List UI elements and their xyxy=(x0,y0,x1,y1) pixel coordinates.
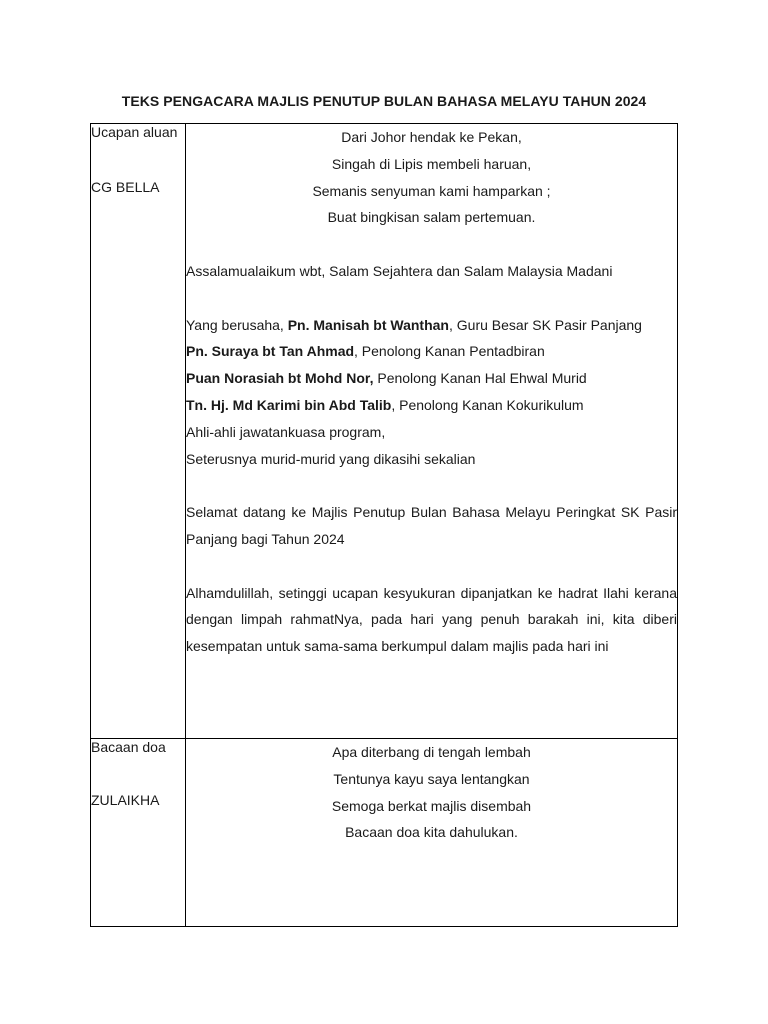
guest-line: Puan Norasiah bt Mohd Nor, Penolong Kanan Hal Ehwal Murid xyxy=(186,370,587,387)
speaker-name: ZULAIKHA xyxy=(91,792,160,808)
guest-line: Yang berusaha, Pn. Manisah bt Wanthan, Guru Besar SK Pasir Panjang xyxy=(186,316,642,333)
script-cell xyxy=(186,739,678,927)
guest-name: Pn. Suraya bt Tan Ahmad xyxy=(186,343,355,360)
pantun-line: Bacaan doa kita dahulukan. xyxy=(345,824,518,841)
table-row-welcome-speech xyxy=(91,124,678,739)
guest-name: Puan Norasiah bt Mohd Nor, xyxy=(186,370,374,387)
pantun-line: Semoga berkat majlis disembah xyxy=(331,797,532,814)
script-cell xyxy=(186,124,678,739)
table-row-prayer xyxy=(91,739,678,927)
pantun-line: Semanis senyuman kami hamparkan ; xyxy=(312,182,551,199)
gratitude-paragraph: Alhamdulillah, setinggi ucapan kesyukuran dipanjatkan ke hadrat Ilahi kerana dengan limpah rahmatNya, pada hari yang penuh barakah ini, kita diberi kesempatan untuk sama-sama berkumpul dalam majlis pada hari ini xyxy=(186,584,677,655)
pantun-line: Tentunya kayu saya lentangkan xyxy=(333,770,530,787)
pantun-line: Buat bingkisan salam pertemuan. xyxy=(327,209,536,226)
guest-line: Tn. Hj. Md Karimi bin Abd Talib, Penolong Kanan Kokurikulum xyxy=(186,396,584,413)
pantun-line: Singah di Lipis membeli haruan, xyxy=(331,155,532,172)
greeting-line: Assalamualaikum wbt, Salam Sejahtera dan Salam Malaysia Madani xyxy=(186,262,613,279)
speaker-cell xyxy=(91,124,186,739)
document-title: TEKS PENGACARA MAJLIS PENUTUP BULAN BAHASA MELAYU TAHUN 2024 xyxy=(121,93,647,109)
opening-pantun xyxy=(186,124,677,231)
welcome-paragraph: Selamat datang ke Majlis Penutup Bulan Bahasa Melayu Peringkat SK Pasir Panjang bagi Tahun 2024 xyxy=(186,504,677,547)
script-table xyxy=(90,123,678,927)
guest-line: Pn. Suraya bt Tan Ahmad, Penolong Kanan Pentadbiran xyxy=(186,343,545,360)
guest-line: Seterusnya murid-murid yang dikasihi sekalian xyxy=(186,450,476,467)
speaker-cell xyxy=(91,739,186,927)
segment-role: Bacaan doa xyxy=(91,739,166,755)
guest-name: Pn. Manisah bt Wanthan xyxy=(287,316,449,333)
speaker-name: CG BELLA xyxy=(91,179,160,195)
pantun-line: Apa diterbang di tengah lembah xyxy=(332,744,531,760)
segment-role: Ucapan aluan xyxy=(91,124,178,140)
pantun-line: Dari Johor hendak ke Pekan, xyxy=(341,129,522,145)
guest-line: Ahli-ahli jawatankuasa program, xyxy=(186,423,386,440)
prayer-pantun xyxy=(186,739,677,846)
guest-name: Tn. Hj. Md Karimi bin Abd Talib xyxy=(186,396,392,413)
